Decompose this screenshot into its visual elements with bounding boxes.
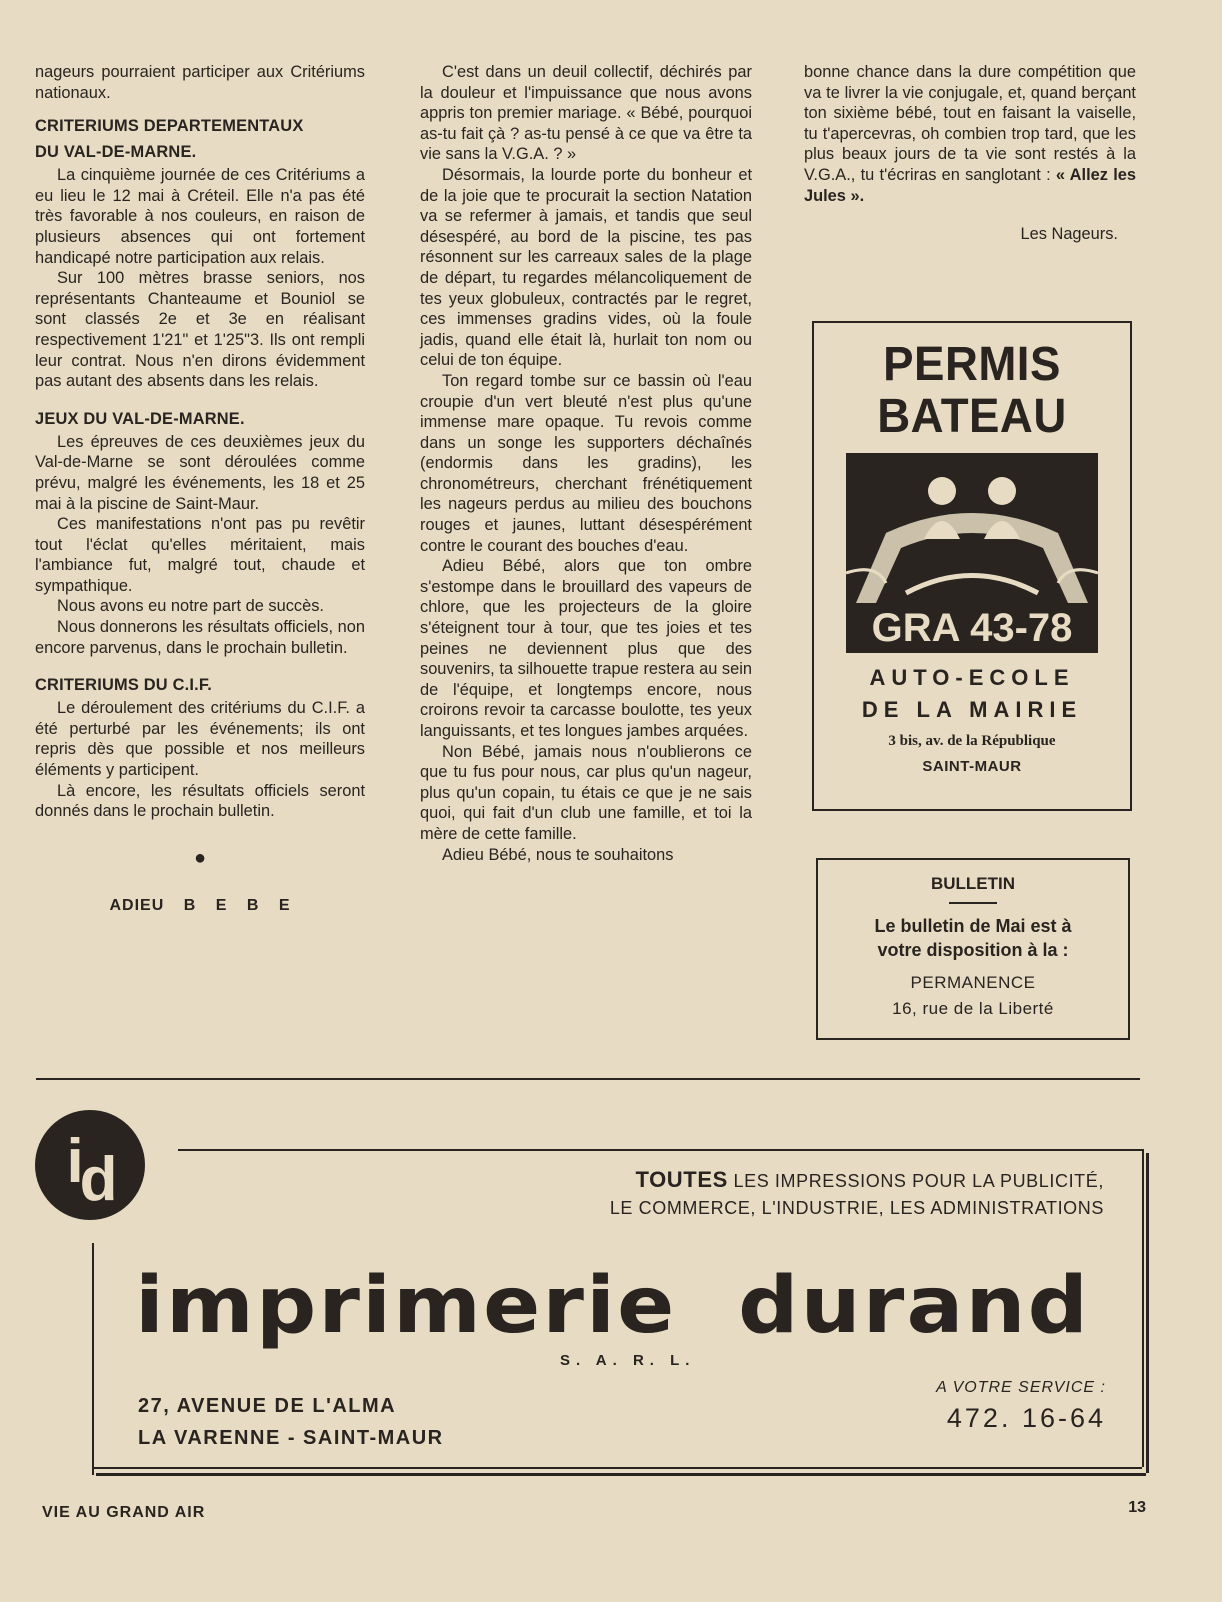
paragraph: Adieu Bébé, nous te souhaitons [442,845,674,864]
paragraph: C'est dans un deuil collectif, déchirés par la douleur et l'impuissance que nous avons appris ton premier mariage. « Bébé, pourquoi as-tu fait çà ? as-tu pensé à ce que va être ta vie sans la V.G.A. ? » [420,63,752,164]
bulletin-text-1: Le bulletin de Mai est à [874,916,1072,936]
printer-phone: 472. 16-64 [946,1403,1106,1433]
ad-headline-bateau: BATEAU [877,390,1067,443]
id-logo-icon: i d [35,1110,145,1220]
horizontal-divider [36,1078,1140,1080]
column-3 [804,62,1136,245]
motorboat-illustration-icon [846,453,1098,653]
page-number: 13 [1128,1499,1146,1516]
printer-address: 27, AVENUE DE L'ALMA LA VARENNE - SAINT-MAUR [138,1395,444,1449]
bullet-dot-icon: ● [193,846,207,869]
paragraph: Non Bébé, jamais nous n'oublierons ce que tu fus pour nous, car plus qu'un nageur, plus qu'un copain, tu étais ce que je ne sais quoi, qui fait d'un club une famille, et toi la mère de cette famille. [420,742,752,843]
bulletin-text-2: votre disposition à la : [877,940,1069,960]
paragraph: Nous donnerons les résultats officiels, non encore parvenus, dans le prochain bulletin. [35,618,365,657]
ad-frame [178,1149,1144,1151]
signature: Les Nageurs. [1020,225,1118,244]
bold-quote: « Allez les Jules ». [804,165,1136,205]
magazine-name: VIE AU GRAND AIR [42,1504,206,1521]
ad-address: 3 bis, av. de la République [888,733,1056,749]
printer-tagline: TOUTES LES IMPRESSIONS POUR LA PUBLICITÉ, LE COMMERCE, L'INDUSTRIE, LES ADMINISTRATIONS [609,1167,1104,1218]
section-title-criteriums-cif: CRITERIUMS DU C.I.F. [35,676,213,695]
article-title-adieu-bebe: ADIEU B E B E [109,896,291,914]
printer-service: A VOTRE SERVICE : 472. 16-64 [936,1379,1106,1433]
bulletin-place: PERMANENCE [910,973,1036,992]
ad-permis-bateau [812,321,1132,811]
paragraph: Sur 100 mètres brasse seniors, nos représentants Chanteaume et Bouniol se sont classés 2e et 3e en réalisant respectivement 1'21" et 1'25"3. Ils ont rempli leur contrat. Nous n'en dirons évidemment pas autant des absents dans les relais. [35,269,365,391]
paragraph: Les épreuves de ces deuxièmes jeux du Val-de-Marne se sont déroulées comme prévu, malgré les événements, les 18 et 25 mai à la piscine de Saint-Maur. [35,432,365,513]
column-2 [420,62,752,865]
paragraph: Là encore, les résultats officiels seront donnés dans le prochain bulletin. [35,781,365,821]
section-title-jeux-val-de-marne: JEUX DU VAL-DE-MARNE. [35,409,245,428]
ad-school-line2: DE LA MAIRIE [861,697,1083,722]
ad-frame-shadow [96,1473,1146,1476]
column1-intro: nageurs pourraient participer aux Critériums nationaux. [35,63,365,102]
bulletin-heading: BULLETIN [930,874,1016,893]
column-1 [35,62,365,916]
paragraph: Ton regard tombe sur ce bassin où l'eau croupie d'un vert bleuté n'est plus qu'une immense mare opaque. Tu revois comme dans un songe les supporters déchaînés (endormis dans les gradins), les chronométreurs, cherchant frénétiquement les nageurs perdus au milieu des bouchons rouges et jaunes, luttant désespérément contre le courant des bouches d'eau. [420,371,752,555]
section-title-val-de-marne: DU VAL-DE-MARNE. [35,143,197,162]
ad-headline-permis: PERMIS [883,338,1061,391]
paragraph: Le déroulement des critériums du C.I.F. a été perturbé par les événements; ils ont repris dès que possible et nos meilleurs éléments y participent. [35,699,365,780]
bulletin-notice-box [816,858,1130,1040]
printer-legal-form: S. A. R. L. [560,1352,696,1369]
paragraph: Adieu Bébé, alors que ton ombre s'estompe dans le brouillard des vapeurs de chlore, que les projecteurs de la gloire s'éteignent tour à tour, que tes joies et tes peines ne deviennent plus que des souvenirs, ta silhouette trapue restera au sein de l'équipe, et longtemps encore, nous croirons revoir ta carcasse boulotte, tes yeux languissants, et tes longues jambes arquées. [420,557,752,740]
ad-city: SAINT-MAUR [922,758,1022,775]
paragraph: La cinquième journée de ces Critériums a eu lieu le 12 mai à Créteil. Elle n'a pas été très favorable à nos couleurs, en raison de plusieurs absences qui ont fortement handicapé notre participation aux relais. [35,166,365,267]
ad-frame [92,1243,94,1475]
paragraph: Ces manifestations n'ont pas pu revêtir tout l'éclat qu'elles méritaient, mais l'ambiance fut, malgré tout, chaude et sympathique. [35,515,365,595]
section-title-criteriums-departementaux: CRITERIUMS DEPARTEMENTAUX [35,117,304,136]
bulletin-address: 16, rue de la Liberté [892,999,1054,1018]
paragraph: Désormais, la lourde porte du bonheur et de la joie que te procurait la section Natation va se refermer à jamais, et tandis que seul désespéré, au bord de la piscine, tes pas résonnent sur les carreaux sales de la plage de départ, tu regardes mélancoliquement de tes yeux globuleux, contractés par le regret, ces immenses gradins vides, où la foule jadis, quand elle était là, hurlait ton nom ou celui de ton équipe. [420,165,752,370]
paragraph: bonne chance dans la dure compétition que va te livrer la vie conjugale, et, quand berçant ton sixième bébé, tout en faisant la vaiselle, tu t'apercevras, oh combien trop tard, que les plus beaux jours de ta vie sont restés à la V.G.A., tu t'écriras en sanglotant : « Allez les Jules ». [804,63,1136,205]
paragraph: Nous avons eu notre part de succès. [57,597,324,616]
printer-name: imprimerie durand [135,1261,1091,1351]
ad-phone: GRA 43-78 [871,606,1073,650]
ad-frame [92,1467,1142,1469]
divider [949,902,997,904]
ad-school-line1: AUTO-ECOLE [869,665,1075,690]
